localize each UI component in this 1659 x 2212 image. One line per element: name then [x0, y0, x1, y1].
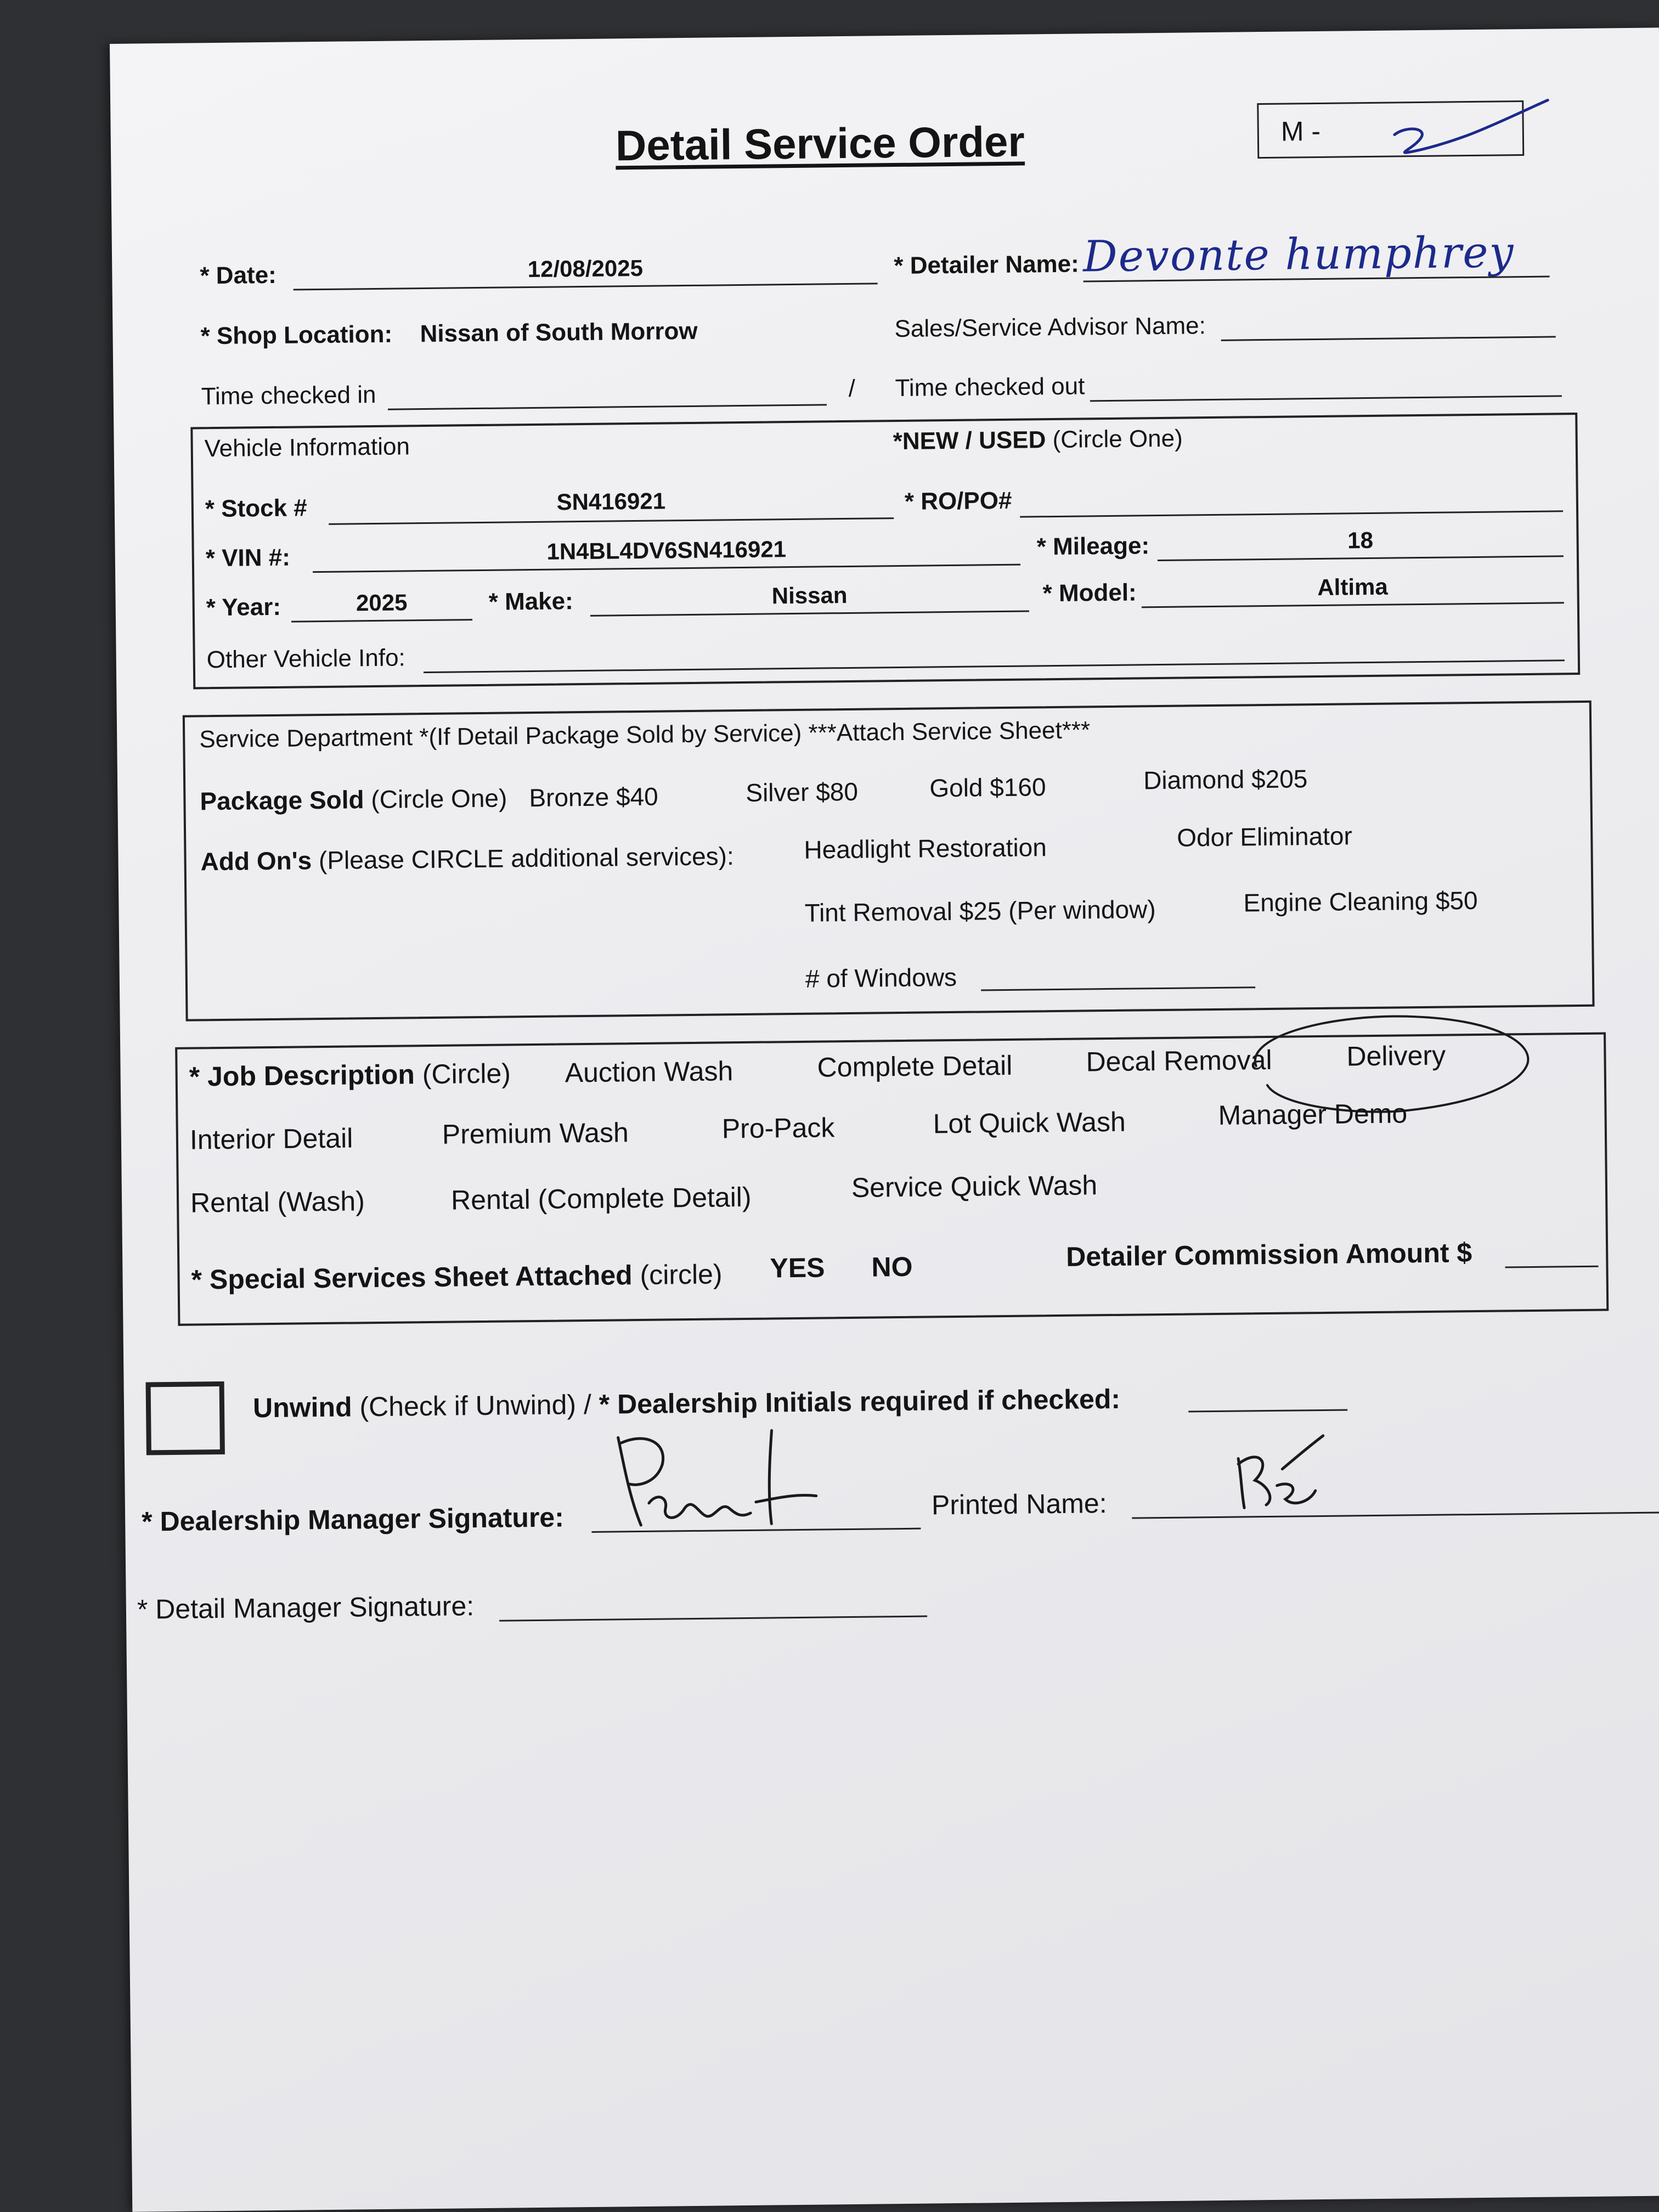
job-option-delivery: Delivery	[1346, 1040, 1446, 1072]
page-title: Detail Service Order	[615, 117, 1025, 170]
stock-label: * Stock #	[205, 494, 308, 523]
ro-po-label: * RO/PO#	[904, 487, 1012, 515]
detail-manager-signature-label: * Detail Manager Signature:	[137, 1590, 475, 1625]
job-option-interior-detail: Interior Detail	[189, 1122, 353, 1155]
time-in-label: Time checked in	[201, 381, 376, 410]
unwind-label: Unwind	[252, 1391, 352, 1424]
package-option-gold: Gold $160	[929, 772, 1046, 803]
vehicle-information-heading: Vehicle Information	[204, 433, 410, 462]
order-prefix: M -	[1280, 115, 1321, 147]
new-used-label: *NEW / USED	[893, 426, 1046, 455]
dealership-manager-signature-label: * Dealership Manager Signature:	[141, 1502, 565, 1537]
time-out-line	[1090, 395, 1562, 402]
advisor-name-label: Sales/Service Advisor Name:	[894, 312, 1206, 343]
vin-label: * VIN #:	[205, 544, 291, 572]
job-option-rental-complete-detail: Rental (Complete Detail)	[450, 1181, 752, 1216]
job-option-lot-quick-wash: Lot Quick Wash	[933, 1106, 1126, 1139]
mileage-label: * Mileage:	[1036, 532, 1150, 561]
commission-amount-label: Detailer Commission Amount $	[1065, 1237, 1472, 1272]
service-department-heading: Service Department *(If Detail Package Sold by Service) ***Attach Service Sheet***	[199, 716, 1091, 753]
time-out-label: Time checked out	[895, 373, 1085, 402]
add-on-engine-cleaning: Engine Cleaning $50	[1243, 885, 1478, 917]
other-vehicle-info-label: Other Vehicle Info:	[206, 644, 406, 674]
make-label: * Make:	[488, 588, 574, 616]
dealership-initials-line	[1188, 1409, 1347, 1413]
job-option-auction-wash: Auction Wash	[565, 1056, 733, 1088]
add-on-headlight-restoration: Headlight Restoration	[804, 833, 1047, 864]
job-description-instruction: (Circle)	[422, 1058, 511, 1090]
special-services-instruction: (circle)	[640, 1259, 723, 1291]
add-ons-label: Add On's	[200, 846, 312, 876]
package-sold-label: Package Sold	[200, 785, 364, 816]
advisor-name-line	[1221, 336, 1556, 341]
order-number-handwriting	[1383, 81, 1560, 165]
year-label: * Year:	[206, 593, 281, 622]
model-value: Altima	[1317, 573, 1388, 601]
package-option-diamond: Diamond $205	[1143, 764, 1308, 795]
add-ons-instruction: (Please CIRCLE additional services):	[318, 842, 734, 875]
unwind-checkbox[interactable]	[146, 1381, 225, 1455]
job-option-rental-wash: Rental (Wash)	[190, 1186, 365, 1218]
special-services-yes: YES	[770, 1252, 825, 1284]
job-option-pro-pack: Pro-Pack	[721, 1112, 835, 1144]
dealership-initials-label: * Dealership Initials required if checked:	[599, 1383, 1121, 1420]
printed-name-line	[1132, 1511, 1659, 1519]
job-option-service-quick-wash: Service Quick Wash	[851, 1170, 1098, 1203]
detailer-name-value: Devonte humphrey	[1082, 228, 1515, 282]
detail-manager-signature-line	[499, 1616, 927, 1622]
dealership-manager-signature	[596, 1419, 827, 1536]
special-services-no: NO	[871, 1251, 913, 1283]
job-description-label: * Job Description	[189, 1059, 415, 1092]
add-on-odor-eliminator: Odor Eliminator	[1176, 821, 1353, 852]
mileage-value: 18	[1347, 527, 1374, 554]
shop-location-label: * Shop Location:	[200, 320, 393, 350]
detailer-name-label: * Detailer Name:	[894, 250, 1080, 280]
year-value: 2025	[356, 589, 408, 616]
date-value: 12/08/2025	[527, 255, 644, 283]
special-services-label: * Special Services Sheet Attached	[191, 1260, 633, 1295]
new-used-instruction: (Circle One)	[1052, 425, 1183, 454]
vin-value: 1N4BL4DV6SN416921	[546, 536, 787, 565]
job-option-complete-detail: Complete Detail	[817, 1049, 1013, 1083]
model-label: * Model:	[1042, 579, 1137, 607]
time-in-line	[388, 404, 827, 410]
package-sold-instruction: (Circle One)	[371, 783, 507, 814]
job-option-manager-demo: Manager Demo	[1218, 1098, 1408, 1131]
windows-count-label: # of Windows	[805, 962, 957, 993]
date-label: * Date:	[200, 261, 277, 290]
printed-name-label: Printed Name:	[931, 1488, 1107, 1521]
printed-name-handwriting	[1216, 1425, 1327, 1519]
unwind-instruction: (Check if Unwind) /	[359, 1389, 599, 1423]
make-value: Nissan	[771, 582, 848, 609]
stock-value: SN416921	[556, 488, 666, 515]
job-option-decal-removal: Decal Removal	[1086, 1044, 1272, 1077]
package-option-bronze: Bronze $40	[529, 782, 658, 812]
shop-location-value: Nissan of South Morrow	[420, 317, 698, 348]
service-order-sheet	[110, 27, 1659, 2211]
job-option-premium-wash: Premium Wash	[442, 1117, 629, 1150]
time-separator: /	[848, 375, 856, 402]
add-on-tint-removal: Tint Removal $25 (Per window)	[804, 895, 1156, 927]
package-option-silver: Silver $80	[746, 777, 859, 807]
